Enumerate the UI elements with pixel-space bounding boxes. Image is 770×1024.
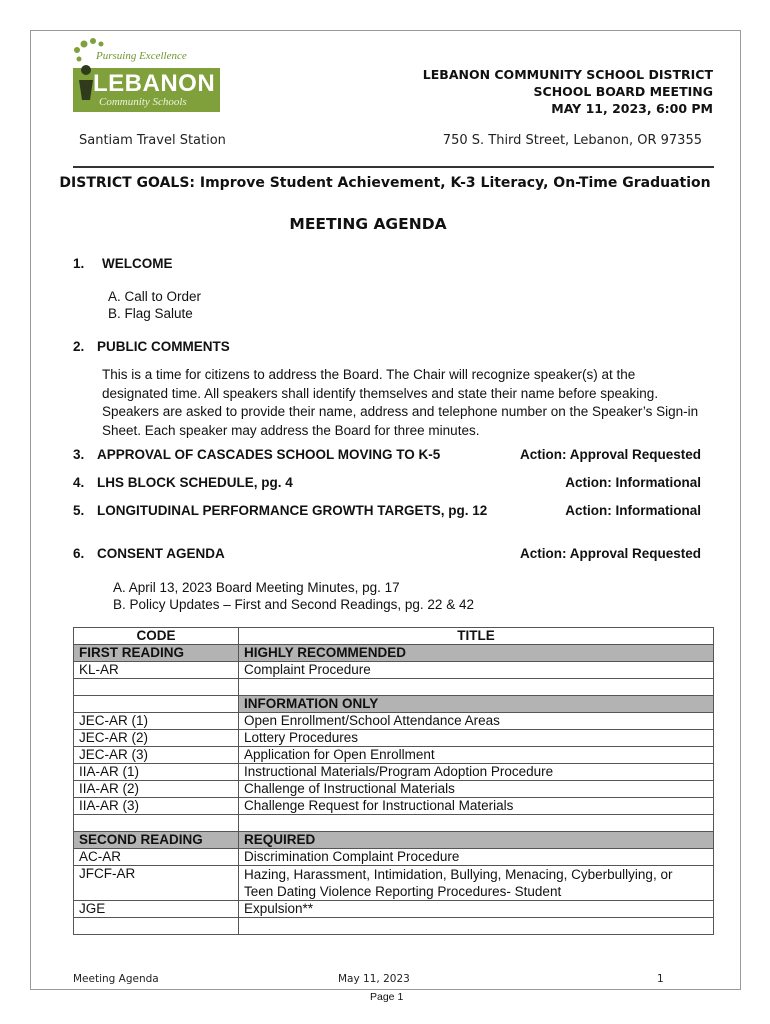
meeting-type: SCHOOL BOARD MEETING [533, 84, 713, 99]
section-row [74, 645, 714, 662]
policy-title: Challenge of Instructional Materials [239, 781, 714, 798]
policy-title: Complaint Procedure [239, 662, 714, 679]
table-row [74, 866, 714, 901]
table-row [74, 764, 714, 781]
item-6-label: CONSENT AGENDA [97, 546, 225, 561]
section-row [74, 696, 714, 713]
table-row [74, 730, 714, 747]
header-divider [73, 166, 714, 168]
table-row [74, 781, 714, 798]
policy-code: IIA-AR (2) [74, 781, 239, 798]
table-row [74, 849, 714, 866]
policy-title: Discrimination Complaint Procedure [239, 849, 714, 866]
item-1-number: 1. [73, 256, 85, 271]
column-header-code: CODE [74, 628, 239, 645]
policy-title-line: Hazing, Harassment, Intimidation, Bullying, Menacing, Cyberbullying, or [244, 867, 673, 882]
item-6-sub-b: B. Policy Updates – First and Second Readings, pg. 22 & 42 [113, 597, 474, 612]
public-comments-paragraph [102, 366, 722, 440]
item-4-label: LHS BLOCK SCHEDULE, pg. 4 [97, 475, 293, 490]
district-goals: DISTRICT GOALS: Improve Student Achievement, K-3 Literacy, On-Time Graduation [59, 175, 711, 191]
item-1-sub-a: A. Call to Order [108, 289, 202, 304]
highly-recommended-label: HIGHLY RECOMMENDED [239, 645, 714, 662]
information-only-label: INFORMATION ONLY [239, 696, 714, 713]
footer-right: 1 [657, 973, 664, 985]
logo-subtitle: Community Schools [99, 96, 187, 108]
paragraph-line: designated time. All speakers shall identify themselves and state their name before speaking. [102, 385, 659, 401]
location-name: Santiam Travel Station [79, 133, 226, 148]
second-reading-label: SECOND READING [74, 832, 239, 849]
footer-center: May 11, 2023 [338, 973, 410, 985]
policy-title: Lottery Procedures [239, 730, 714, 747]
footer-left: Meeting Agenda [73, 973, 159, 985]
section-row [74, 832, 714, 849]
policy-title: Instructional Materials/Program Adoption Procedure [239, 764, 714, 781]
table-row-empty [74, 918, 714, 935]
logo-name: LEBANON [93, 70, 216, 97]
first-reading-label: FIRST READING [74, 645, 239, 662]
table-row [74, 798, 714, 815]
item-5-label: LONGITUDINAL PERFORMANCE GROWTH TARGETS, pg. 12 [97, 503, 488, 518]
item-2-number: 2. [73, 339, 85, 354]
item-6-action: Action: Approval Requested [519, 546, 701, 561]
table-row-empty [74, 815, 714, 832]
page-number: Page 1 [370, 991, 404, 1003]
location-address: 750 S. Third Street, Lebanon, OR 97355 [442, 133, 702, 148]
policy-code: IIA-AR (3) [74, 798, 239, 815]
table-row [74, 662, 714, 679]
table-row [74, 747, 714, 764]
policy-code: IIA-AR (1) [74, 764, 239, 781]
policy-title: Challenge Request for Instructional Materials [239, 798, 714, 815]
paragraph-line: Sheet. Each speaker may address the Board for three minutes. [102, 422, 480, 438]
policy-table [73, 627, 714, 935]
item-3-number: 3. [73, 447, 85, 462]
column-header-title: TITLE [239, 628, 714, 645]
item-1-label: WELCOME [102, 256, 173, 271]
item-6-sub-a: A. April 13, 2023 Board Meeting Minutes, pg. 17 [113, 580, 400, 595]
paragraph-line: This is a time for citizens to address the Board. The Chair will recognize speaker(s) at the [102, 367, 636, 382]
policy-code: JEC-AR (3) [74, 747, 239, 764]
table-row [74, 713, 714, 730]
policy-code: JEC-AR (1) [74, 713, 239, 730]
table-row-empty [74, 679, 714, 696]
policy-code: AC-AR [74, 849, 239, 866]
policy-code: JEC-AR (2) [74, 730, 239, 747]
meeting-header [423, 66, 713, 117]
policy-code: JFCF-AR [74, 866, 239, 901]
meeting-datetime: MAY 11, 2023, 6:00 PM [551, 101, 713, 116]
policy-code: KL-AR [74, 662, 239, 679]
item-3-action: Action: Approval Requested [519, 447, 701, 462]
policy-title: Application for Open Enrollment [239, 747, 714, 764]
paragraph-line: Speakers are asked to provide their name, address and telephone number on the Speaker’s Sign-in [102, 404, 699, 419]
policy-code: JGE [74, 901, 239, 918]
logo-tagline: Pursuing Excellence [96, 50, 187, 62]
district-name: LEBANON COMMUNITY SCHOOL DISTRICT [422, 67, 713, 82]
policy-title [239, 866, 714, 901]
item-5-number: 5. [73, 503, 85, 518]
policy-title: Open Enrollment/School Attendance Areas [239, 713, 714, 730]
table-header-row [74, 628, 714, 645]
item-3-label: APPROVAL OF CASCADES SCHOOL MOVING TO K-5 [97, 447, 441, 462]
item-4-number: 4. [73, 475, 85, 490]
item-6-number: 6. [73, 546, 85, 561]
agenda-title: MEETING AGENDA [289, 215, 447, 233]
policy-title-line: Teen Dating Violence Reporting Procedures- Student [244, 884, 562, 899]
required-label: REQUIRED [239, 832, 714, 849]
item-1-sub-b: B. Flag Salute [108, 306, 193, 321]
item-2-label: PUBLIC COMMENTS [97, 339, 230, 354]
policy-title: Expulsion** [239, 901, 714, 918]
item-4-action: Action: Informational [565, 475, 701, 490]
table-row [74, 901, 714, 918]
item-5-action: Action: Informational [565, 503, 701, 518]
